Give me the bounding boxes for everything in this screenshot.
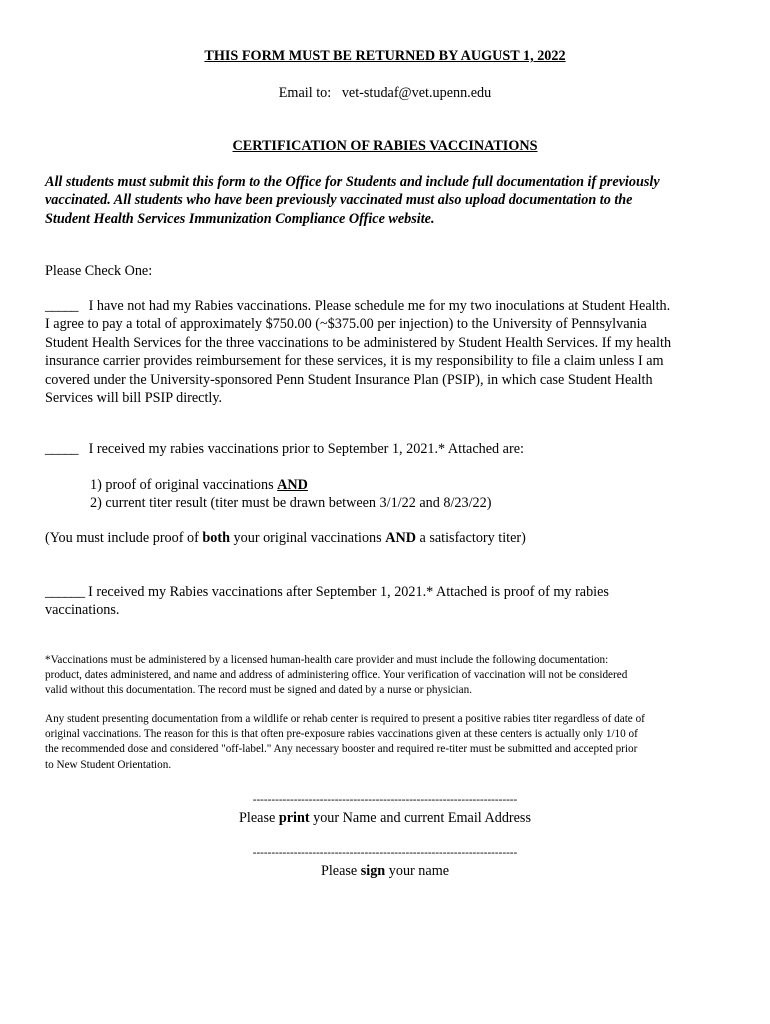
email-line (0, 84, 770, 102)
intro-line: All students must submit this form to the Office for Students and include full documentation if previously (45, 174, 660, 190)
signature-field-line[interactable]: ----------------------------------------------------------------------- (252, 847, 518, 859)
both-emphasis: both (202, 530, 230, 546)
intro-line: Student Health Services Immunization Compliance Office website. (45, 210, 435, 227)
footnote-requirements (45, 653, 735, 699)
email-prefix: Email to: (278, 85, 332, 101)
footnote-line: *Vaccinations must be administered by a licensed human-health care provider and must include the following documentation: (45, 654, 609, 666)
footnote-line: valid without this documentation. The record must be signed and dated by a nurse or physician. (45, 684, 472, 697)
print-emphasis: print (278, 810, 310, 826)
option-line: Student Health Services for the three vaccinations to be administered by Student Health Services. If my health (45, 334, 672, 351)
sign-emphasis: sign (360, 863, 386, 879)
option-not-vaccinated (45, 297, 735, 407)
email-address[interactable]: vet-studaf@vet.upenn.edu (341, 85, 492, 101)
option-line: I have not had my Rabies vaccinations. Please schedule me for my two inoculations at Student Health. (88, 298, 671, 314)
and-emphasis: AND (385, 530, 416, 546)
footnote-line: the recommended dose and considered "off-label." Any necessary booster and required re-titer must be submitted and accepted prior (45, 743, 638, 756)
checkbox-blank-not-vaccinated[interactable]: _____ (45, 298, 78, 314)
checkbox-blank-after[interactable]: ______ (45, 584, 85, 600)
attachment-list (90, 476, 491, 513)
check-one-label: Please Check One: (45, 263, 153, 279)
checkbox-blank-prior[interactable]: _____ (45, 441, 78, 457)
option-line: Services will bill PSIP directly. (45, 390, 223, 407)
intro-line: vaccinated. All students who have been previously vaccinated must also upload documentation to the (45, 192, 633, 209)
option-text: I received my rabies vaccinations prior to September 1, 2021.* Attached are: (88, 441, 524, 457)
attachment-item-1: 1) proof of original vaccinations AND (90, 477, 308, 493)
option-line: I agree to pay a total of approximately $750.00 (~$375.00 per injection) to the University of Pennsylvania (45, 316, 647, 333)
and-emphasis: AND (277, 477, 308, 493)
option-prior-vaccination (45, 440, 735, 458)
footnote-line: to New Student Orientation. (45, 758, 172, 771)
footnote-wildlife (45, 712, 735, 773)
name-email-field-line[interactable]: ----------------------------------------------------------------------- (252, 794, 518, 806)
intro-paragraph (45, 173, 735, 228)
sign-name-label: Please sign your name (320, 863, 450, 879)
attachment-item-2: 2) current titer result (titer must be drawn between 3/1/22 and 8/23/22) (90, 495, 492, 512)
deadline-heading: THIS FORM MUST BE RETURNED BY AUGUST 1, 2022 (204, 48, 566, 64)
option-after-vaccination (45, 583, 735, 620)
footnote-line: original vaccinations. The reason for this is that often pre-exposure rabies vaccinations given at these centers is actually only 1/10 of (45, 728, 638, 741)
print-name-label: Please print your Name and current Email Address (239, 810, 531, 826)
option-text: I received my Rabies vaccinations after September 1, 2021.* Attached is proof of my rabies (88, 584, 609, 600)
footnote-line: Any student presenting documentation from a wildlife or rehab center is required to present a positive rabies titer regardless of date of (45, 713, 645, 725)
proof-note: (You must include proof of both your original vaccinations AND a satisfactory titer) (45, 530, 526, 546)
footnote-line: product, dates administered, and name and address of administering office. Your verification of vaccination will not be considered (45, 669, 628, 682)
form-title: CERTIFICATION OF RABIES VACCINATIONS (232, 138, 538, 154)
option-text: vaccinations. (45, 602, 120, 619)
option-line: insurance carrier provides reimbursement for these services, it is my responsibility to file a claim unless I am (45, 353, 664, 370)
option-line: covered under the University-sponsored Penn Student Insurance Plan (PSIP), in which case Student Health (45, 371, 653, 388)
